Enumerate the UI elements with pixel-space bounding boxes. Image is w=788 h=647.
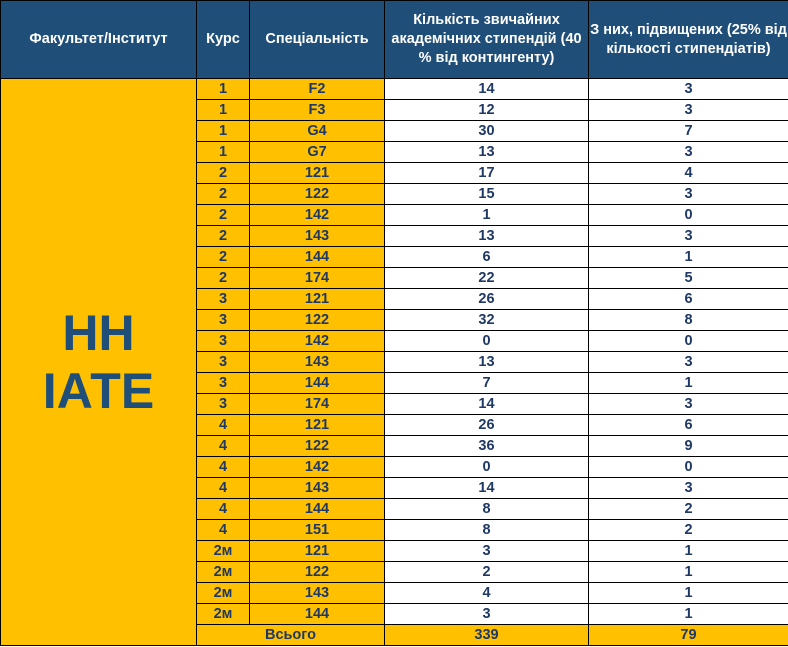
table-body [1,79,788,646]
increased-scholarships-cell: 3 [589,352,788,373]
header-increased-scholarships: З них, підвищених (25% від кількості стипендіатів) [589,1,788,79]
specialty-cell: 121 [250,289,385,310]
increased-scholarships-cell: 0 [589,205,788,226]
increased-scholarships-cell: 2 [589,499,788,520]
course-cell: 3 [197,394,250,415]
course-cell: 4 [197,520,250,541]
regular-scholarships-cell: 0 [385,457,589,478]
course-cell: 4 [197,436,250,457]
increased-scholarships-cell: 9 [589,436,788,457]
regular-scholarships-cell: 13 [385,142,589,163]
regular-scholarships-cell: 0 [385,331,589,352]
regular-scholarships-cell: 26 [385,415,589,436]
specialty-cell: 121 [250,163,385,184]
increased-scholarships-cell: 3 [589,79,788,100]
specialty-cell: 122 [250,310,385,331]
specialty-cell: 144 [250,499,385,520]
course-cell: 4 [197,415,250,436]
increased-scholarships-cell: 1 [589,541,788,562]
course-cell: 1 [197,79,250,100]
regular-scholarships-cell: 36 [385,436,589,457]
specialty-cell: 144 [250,373,385,394]
increased-scholarships-cell: 4 [589,163,788,184]
course-cell: 1 [197,100,250,121]
course-cell: 2 [197,247,250,268]
specialty-cell: 142 [250,205,385,226]
increased-scholarships-cell: 6 [589,415,788,436]
faculty-name: НН ІАТЕ [1,79,197,646]
total-label: Всього [197,625,385,646]
increased-scholarships-cell: 8 [589,310,788,331]
regular-scholarships-cell: 2 [385,562,589,583]
course-cell: 2м [197,604,250,625]
specialty-cell: 144 [250,604,385,625]
increased-scholarships-cell: 7 [589,121,788,142]
course-cell: 2м [197,583,250,604]
specialty-cell: 143 [250,478,385,499]
regular-scholarships-cell: 17 [385,163,589,184]
course-cell: 2м [197,562,250,583]
specialty-cell: G4 [250,121,385,142]
header-specialty: Спеціальність [250,1,385,79]
course-cell: 3 [197,310,250,331]
regular-scholarships-cell: 8 [385,499,589,520]
header-regular-scholarships: Кількість звичайних академічних стипендій (40 % від контингенту) [385,1,589,79]
total-increased: 79 [589,625,788,646]
specialty-cell: 122 [250,184,385,205]
regular-scholarships-cell: 6 [385,247,589,268]
increased-scholarships-cell: 1 [589,373,788,394]
increased-scholarships-cell: 0 [589,457,788,478]
course-cell: 3 [197,352,250,373]
course-cell: 2 [197,184,250,205]
increased-scholarships-cell: 3 [589,478,788,499]
regular-scholarships-cell: 14 [385,478,589,499]
regular-scholarships-cell: 3 [385,541,589,562]
specialty-cell: 143 [250,352,385,373]
increased-scholarships-cell: 1 [589,604,788,625]
regular-scholarships-cell: 30 [385,121,589,142]
course-cell: 4 [197,499,250,520]
course-cell: 2 [197,163,250,184]
course-cell: 2 [197,268,250,289]
course-cell: 3 [197,331,250,352]
regular-scholarships-cell: 8 [385,520,589,541]
specialty-cell: 143 [250,226,385,247]
increased-scholarships-cell: 6 [589,289,788,310]
regular-scholarships-cell: 14 [385,394,589,415]
specialty-cell: 174 [250,394,385,415]
increased-scholarships-cell: 1 [589,247,788,268]
total-regular: 339 [385,625,589,646]
course-cell: 1 [197,121,250,142]
specialty-cell: F2 [250,79,385,100]
regular-scholarships-cell: 12 [385,100,589,121]
increased-scholarships-cell: 1 [589,583,788,604]
regular-scholarships-cell: 1 [385,205,589,226]
course-cell: 4 [197,478,250,499]
regular-scholarships-cell: 13 [385,352,589,373]
regular-scholarships-cell: 15 [385,184,589,205]
specialty-cell: 142 [250,457,385,478]
increased-scholarships-cell: 3 [589,100,788,121]
regular-scholarships-cell: 3 [385,604,589,625]
specialty-cell: G7 [250,142,385,163]
specialty-cell: 122 [250,562,385,583]
increased-scholarships-cell: 3 [589,394,788,415]
course-cell: 2 [197,205,250,226]
regular-scholarships-cell: 4 [385,583,589,604]
increased-scholarships-cell: 2 [589,520,788,541]
header-row [1,1,788,79]
specialty-cell: 151 [250,520,385,541]
specialty-cell: 143 [250,583,385,604]
increased-scholarships-cell: 3 [589,142,788,163]
specialty-cell: 121 [250,415,385,436]
specialty-cell: F3 [250,100,385,121]
increased-scholarships-cell: 3 [589,184,788,205]
course-cell: 2м [197,541,250,562]
specialty-cell: 121 [250,541,385,562]
increased-scholarships-cell: 3 [589,226,788,247]
regular-scholarships-cell: 22 [385,268,589,289]
increased-scholarships-cell: 1 [589,562,788,583]
increased-scholarships-cell: 5 [589,268,788,289]
regular-scholarships-cell: 13 [385,226,589,247]
course-cell: 3 [197,289,250,310]
specialty-cell: 174 [250,268,385,289]
course-cell: 2 [197,226,250,247]
specialty-cell: 122 [250,436,385,457]
regular-scholarships-cell: 32 [385,310,589,331]
course-cell: 1 [197,142,250,163]
increased-scholarships-cell: 0 [589,331,788,352]
regular-scholarships-cell: 14 [385,79,589,100]
course-cell: 4 [197,457,250,478]
regular-scholarships-cell: 7 [385,373,589,394]
table-row [1,79,788,100]
specialty-cell: 142 [250,331,385,352]
course-cell: 3 [197,373,250,394]
header-faculty: Факультет/Інститут [1,1,197,79]
regular-scholarships-cell: 26 [385,289,589,310]
specialty-cell: 144 [250,247,385,268]
header-course: Курс [197,1,250,79]
